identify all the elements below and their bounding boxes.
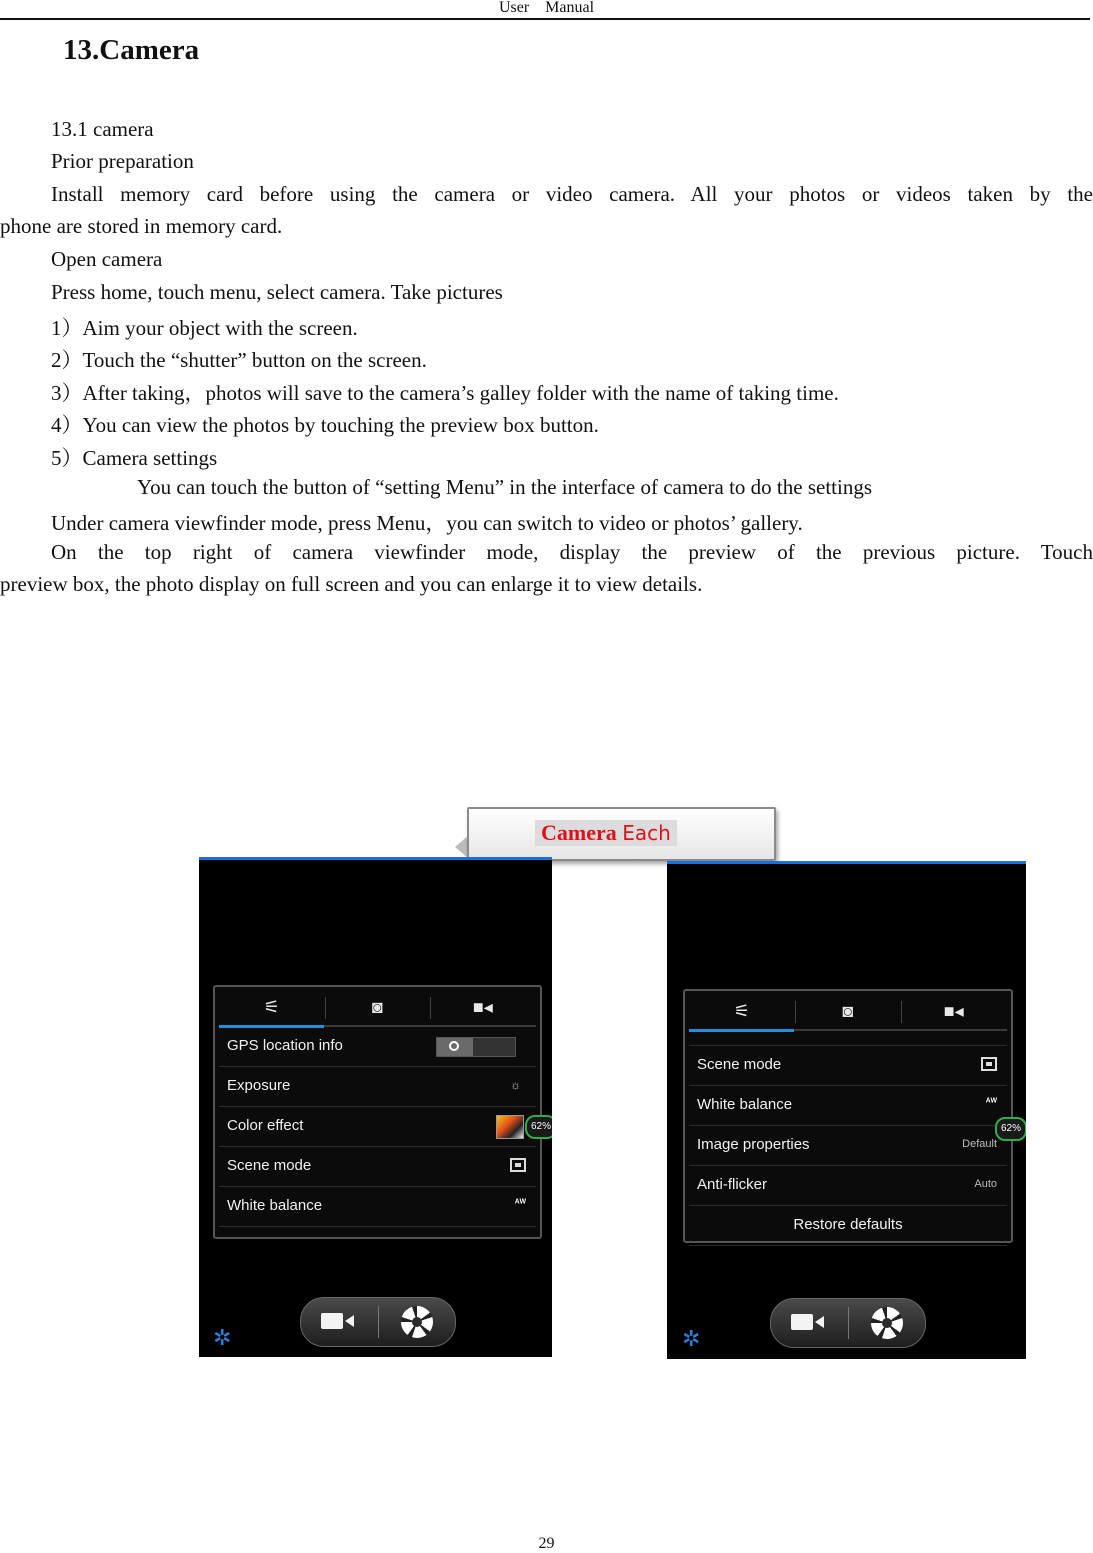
screenshot-right — [667, 861, 1026, 1359]
white-balance-icon: ᴬᵂ — [514, 1198, 526, 1209]
camera-controls — [300, 1297, 456, 1347]
step-4: 4）You can view the photos by touching the preview box button. — [51, 413, 599, 437]
exposure-icon: ☼ — [510, 1078, 521, 1092]
setting-row[interactable] — [689, 1166, 1007, 1206]
settings-panel — [683, 989, 1013, 1243]
video-tab-icon[interactable]: ■◂ — [943, 1001, 964, 1021]
page-number: 29 — [538, 1535, 555, 1552]
battery-indicator: 62% — [525, 1115, 552, 1139]
topright-paragraph-line2: preview box, the photo display on full screen and you can enlarge it to view details. — [0, 572, 703, 596]
setting-row[interactable] — [219, 1027, 536, 1067]
video-icon[interactable] — [321, 1313, 343, 1329]
shutter-icon[interactable] — [401, 1306, 433, 1338]
setting-value: Default — [962, 1138, 997, 1150]
setting-label: Scene mode — [227, 1157, 312, 1174]
settings-list — [219, 1027, 536, 1227]
setting-label: Anti-flicker — [697, 1176, 768, 1193]
settings-note: You can touch the button of “setting Menu” in the interface of camera to do the settings — [137, 475, 872, 499]
setting-label: White balance — [697, 1096, 793, 1113]
white-balance-icon: ᴬᵂ — [985, 1097, 997, 1108]
prior-heading: Prior preparation — [51, 149, 194, 173]
setting-row[interactable] — [689, 1126, 1007, 1166]
settings-panel — [213, 985, 542, 1239]
color-effect-icon — [496, 1115, 524, 1139]
camera-controls — [770, 1298, 926, 1348]
step-5: 5）Camera settings — [51, 446, 218, 470]
step-3: 3）After taking，photos will save to the camera’s galley folder with the name of taking time. — [51, 381, 839, 405]
settings-list — [689, 1031, 1007, 1246]
setting-label: Exposure — [227, 1077, 291, 1094]
setting-label: Scene mode — [697, 1056, 782, 1073]
setting-row[interactable] — [219, 1067, 536, 1107]
shutter-icon[interactable] — [871, 1307, 903, 1339]
battery-indicator: 62% — [995, 1117, 1026, 1141]
camera-tab-icon[interactable]: ◙ — [842, 1001, 854, 1021]
setting-row[interactable] — [219, 1107, 536, 1147]
camera-tab-icon[interactable]: ◙ — [371, 997, 383, 1017]
video-tab-icon[interactable]: ■◂ — [472, 997, 493, 1017]
banner-label — [535, 820, 677, 846]
setting-value: Auto — [974, 1178, 997, 1190]
step-2: 2）Touch the “shutter” button on the screen. — [51, 348, 427, 372]
screenshot-left — [199, 857, 552, 1357]
restore-defaults-button[interactable] — [689, 1206, 1007, 1246]
setting-row[interactable] — [219, 1147, 536, 1187]
setting-label: White balance — [227, 1197, 323, 1214]
open-heading: Open camera — [51, 247, 163, 271]
setting-row[interactable] — [689, 1046, 1007, 1086]
gps-toggle[interactable] — [436, 1037, 516, 1057]
step-1: 1）Aim your object with the screen. — [51, 316, 358, 340]
banner-word-camera: Camera — [541, 820, 617, 845]
header-rule — [0, 18, 1090, 20]
install-paragraph-line2: phone are stored in memory card. — [0, 214, 283, 238]
toggle-ring-icon — [449, 1041, 459, 1051]
restore-defaults-label: Restore defaults — [793, 1216, 903, 1233]
camera-banner — [467, 807, 776, 861]
scene-mode-icon — [981, 1057, 997, 1071]
setting-row[interactable] — [219, 1187, 536, 1227]
banner-word-each: Each — [622, 821, 671, 845]
gear-icon[interactable]: ✲ — [682, 1326, 701, 1351]
gear-icon[interactable]: ✲ — [213, 1325, 232, 1350]
topright-paragraph-line1: On the top right of camera viewfinder mode, display the preview of the previous picture. Touch — [51, 540, 1093, 564]
section-heading: 13.1 camera — [51, 117, 154, 141]
setting-label: Color effect — [227, 1117, 304, 1134]
video-icon[interactable] — [791, 1314, 813, 1330]
press-instruction: Press home, touch menu, select camera. Take pictures — [51, 280, 503, 304]
settings-tab-icon[interactable]: ⚟ — [733, 1001, 751, 1021]
page-title: 13.Camera — [63, 34, 200, 66]
scene-mode-icon — [510, 1158, 526, 1172]
settings-tabs — [219, 991, 536, 1025]
running-header: User Manual — [498, 0, 595, 16]
partial-row — [689, 1031, 1007, 1046]
settings-tab-icon[interactable]: ⚟ — [263, 997, 280, 1017]
setting-label: Image properties — [697, 1136, 810, 1153]
setting-row[interactable] — [689, 1086, 1007, 1126]
viewfinder-paragraph: Under camera viewfinder mode, press Menu，you can switch to video or photos’ gallery. — [51, 511, 803, 535]
setting-label: GPS location info — [227, 1037, 343, 1054]
install-paragraph-line1: Install memory card before using the camera or video camera. All your photos or videos taken by the — [51, 182, 1093, 206]
settings-tabs — [689, 995, 1007, 1029]
